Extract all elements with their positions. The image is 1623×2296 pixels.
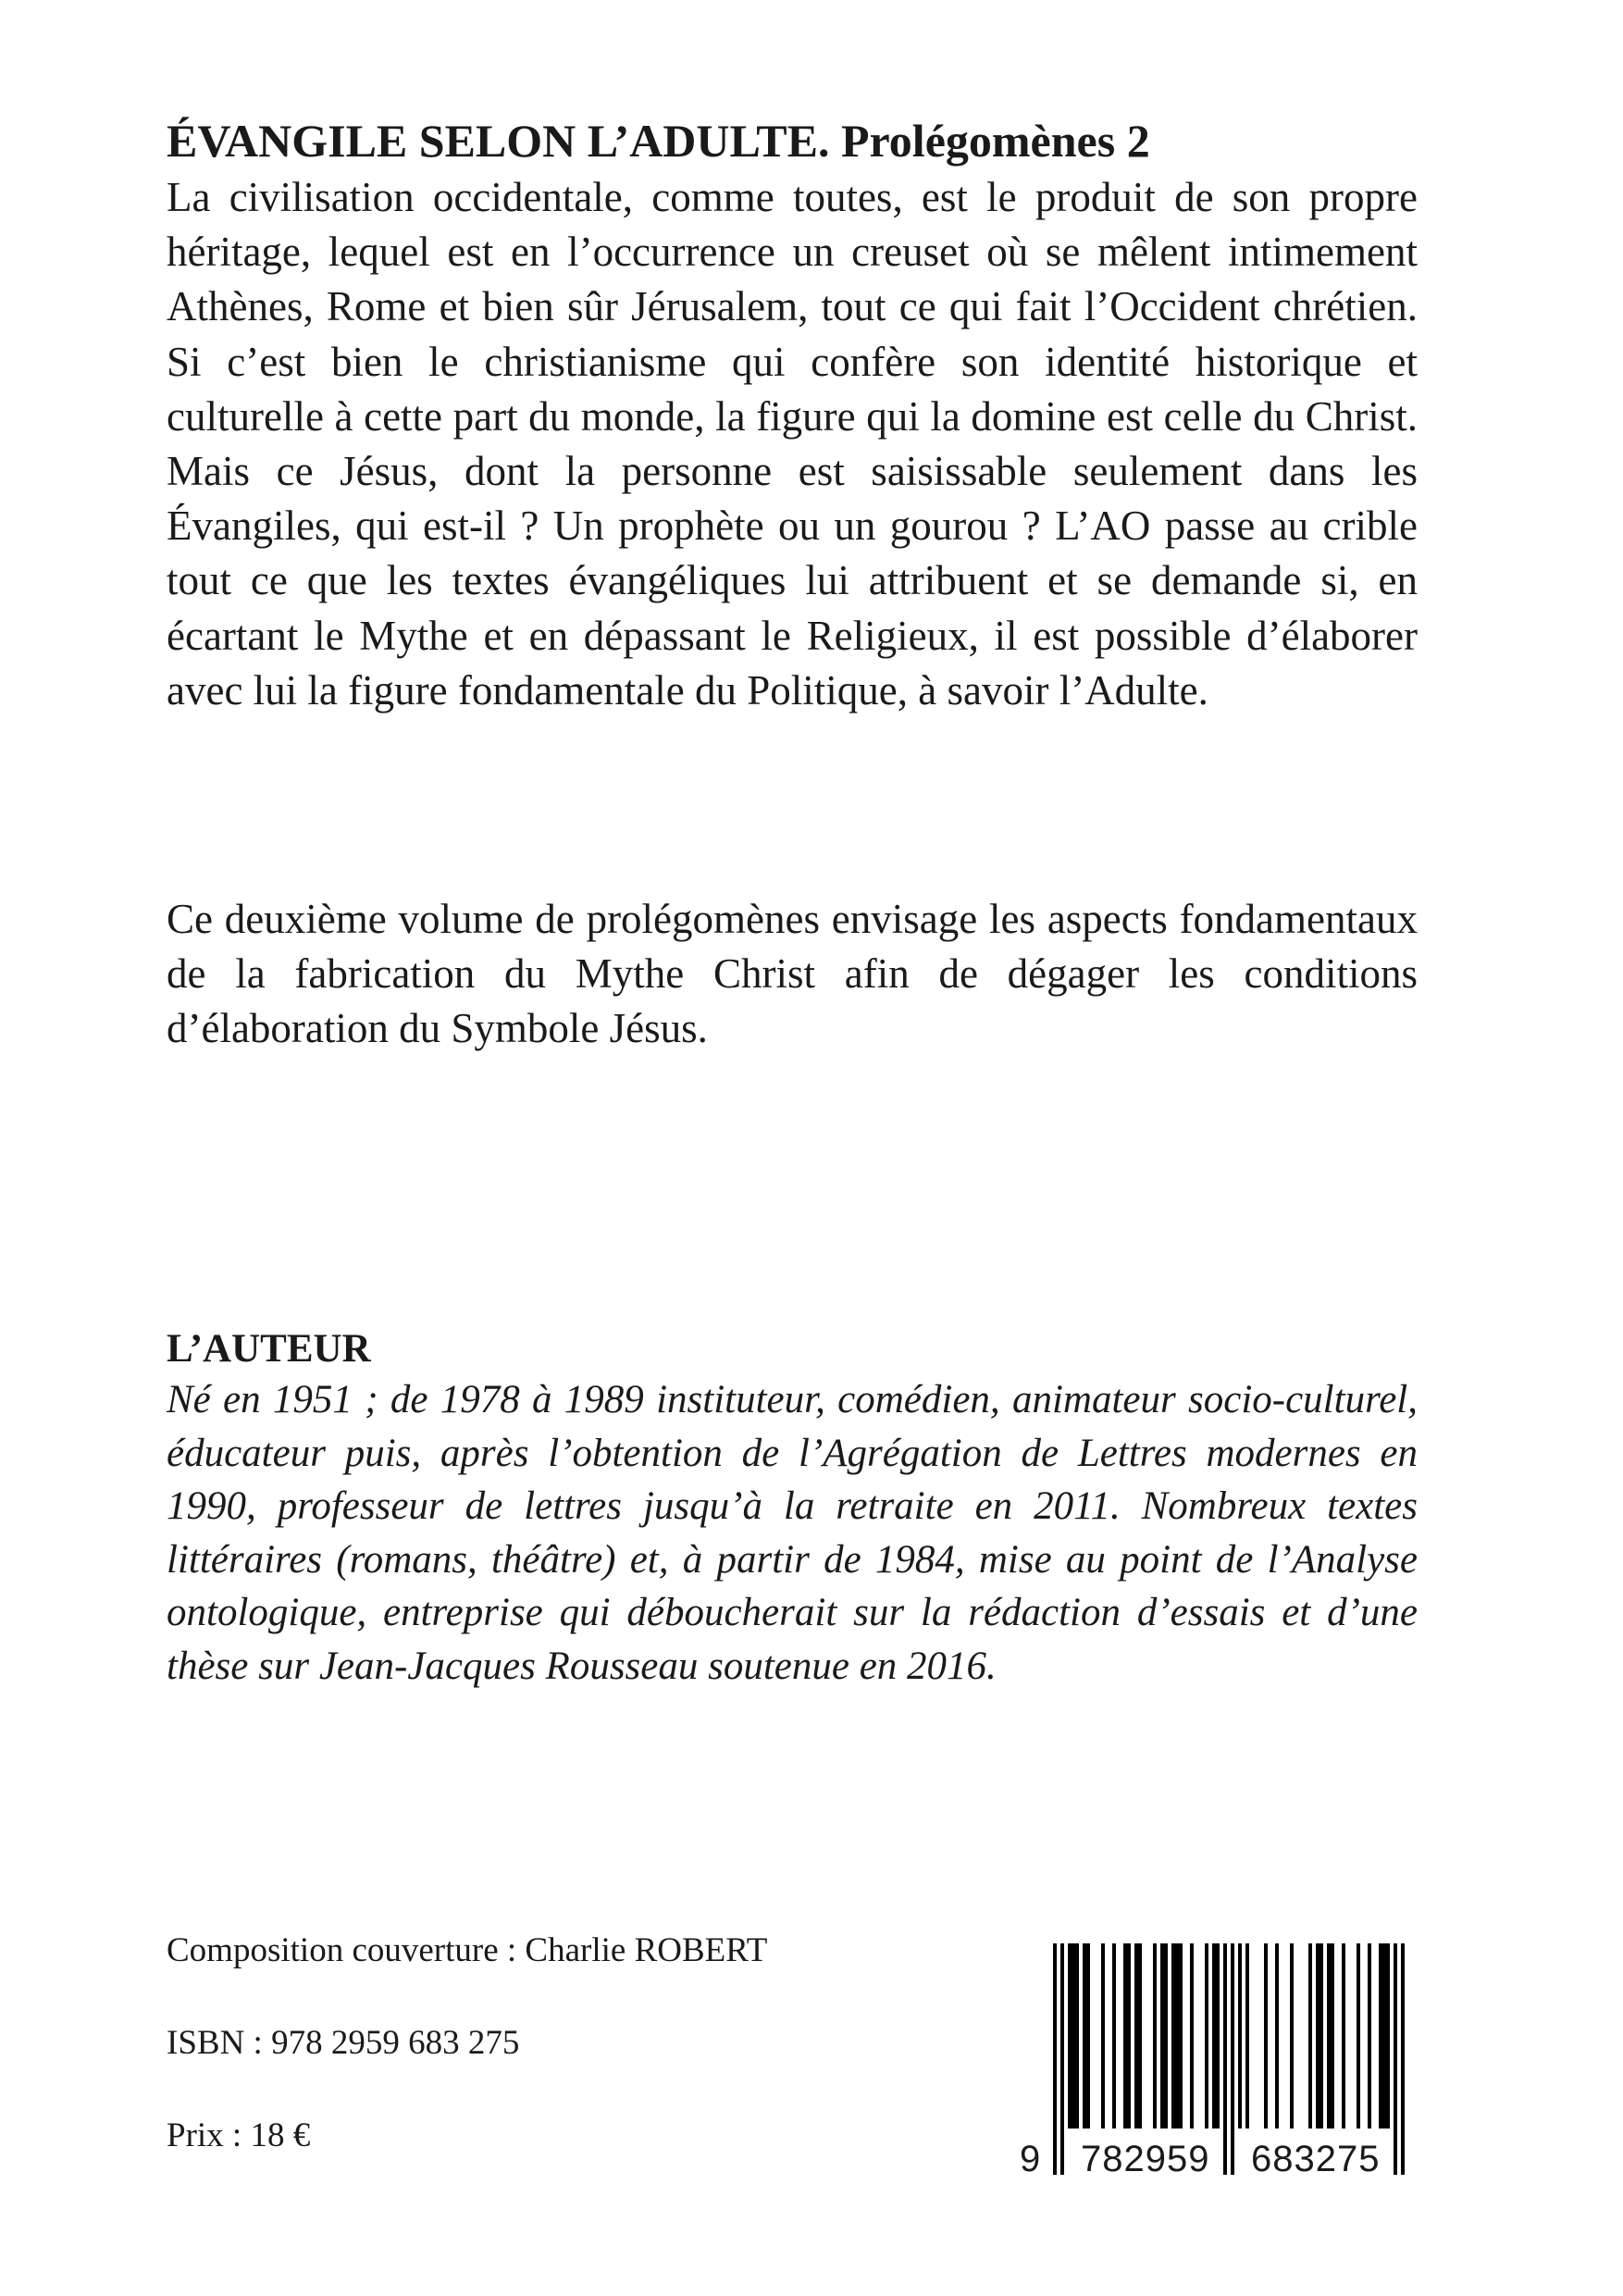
barcode-bar <box>1382 1943 1386 2128</box>
barcode-bar <box>1264 1943 1268 2128</box>
barcode-bar <box>1216 1943 1220 2128</box>
barcode-digits-left: 782959 <box>1081 2139 1210 2179</box>
isbn-text: ISBN : 978 2959 683 275 <box>167 2024 520 2062</box>
barcode-bar <box>1134 1943 1138 2128</box>
barcode-bar <box>1068 1943 1072 2128</box>
barcode-bar <box>1171 1943 1175 2128</box>
book-title: ÉVANGILE SELON L’ADULTE. Prolégomènes 2 <box>167 115 1150 167</box>
barcode-bar <box>1319 1943 1323 2128</box>
barcode-bar <box>1086 1943 1090 2128</box>
barcode-bar <box>1138 1943 1142 2128</box>
barcode-bar <box>1357 1943 1360 2128</box>
barcode-bar <box>1342 1943 1345 2128</box>
barcode-bar <box>1368 1943 1371 2128</box>
author-heading: L’AUTEUR <box>167 1327 371 1371</box>
barcode-bar <box>1327 1943 1331 2128</box>
barcode-bar <box>1127 1943 1131 2128</box>
summary-paragraph-2: Ce deuxième volume de prolégomènes envisage les aspects fondamentaux de la fabrication du Mythe Christ afin de dégager les conditions d’élaboration du Symbole Jésus. <box>167 896 1418 1052</box>
barcode-bar <box>1308 1943 1312 2128</box>
barcode-bar <box>1160 1943 1164 2128</box>
barcode-bar <box>1190 1943 1194 2128</box>
barcode-bar <box>1123 1943 1127 2128</box>
barcode-bar <box>1153 1943 1157 2128</box>
cover-credit: Composition couverture : Charlie ROBERT <box>167 1931 768 1969</box>
barcode-digit-first: 9 <box>1020 2139 1041 2179</box>
barcode-bar <box>1205 1943 1208 2128</box>
barcode-digits-right: 683275 <box>1251 2139 1381 2179</box>
barcode-bar <box>1075 1943 1079 2128</box>
barcode-bar <box>1072 1943 1075 2128</box>
barcode-bar <box>1386 1943 1390 2128</box>
author-bio: Né en 1951 ; de 1978 à 1989 instituteur, comédien, animateur socio-culturel, éducateur puis, après l’obtention de l’Agrégation de Lettres modernes en 1990, professeur de lettres jusqu’à la retraite en 2011. Nombreux textes littéraires (romans, théâtre) et, à partir de 1984, mise au point de l’Analyse ontologique, entreprise qui déboucherait sur la rédaction d’essais et d’une thèse sur Jean-Jacques Rousseau soutenue en 2016. <box>167 1378 1418 1688</box>
barcode-bar <box>1212 1943 1216 2128</box>
barcode-digits <box>1020 2136 1408 2182</box>
price-text: Prix : 18 € <box>167 2116 311 2154</box>
barcode-bar <box>1245 1943 1249 2128</box>
barcode-bar <box>1238 1943 1242 2128</box>
barcode-bar <box>1112 1943 1116 2128</box>
barcode-bar <box>1379 1943 1382 2128</box>
barcode <box>1020 1943 1408 2186</box>
barcode-bar <box>1331 1943 1334 2128</box>
barcode-bar <box>1316 1943 1319 2128</box>
barcode-bar <box>1101 1943 1105 2128</box>
summary-paragraph-1: La civilisation occidentale, comme toutes, est le produit de son propre héritage, lequel est en l’occurrence un creuset où se mêlent intimement Athènes, Rome et bien sûr Jérusalem, tout ce qui fait l’Occident chrétien. Si c’est bien le christianisme qui confère son identité historique et culturelle à cette part du monde, la figure qui la domine est celle du Christ. Mais ce Jésus, dont la personne est saisissable seulement dans les Évangiles, qui est-il ? Un prophète ou un gourou ? L’AO passe au crible tout ce que les textes évangéliques lui attribuent et se demande si, en écartant le Mythe et en dépassant le Religieux, il est possible d’élaborer avec lui la figure fondamentale du Politique, à savoir l’Adulte. <box>167 174 1418 714</box>
barcode-bar <box>1275 1943 1279 2128</box>
barcode-bar <box>1164 1943 1168 2128</box>
barcode-bar <box>1175 1943 1179 2128</box>
barcode-bar <box>1083 1943 1086 2128</box>
barcode-bar <box>1179 1943 1183 2128</box>
barcode-bar <box>1290 1943 1294 2128</box>
